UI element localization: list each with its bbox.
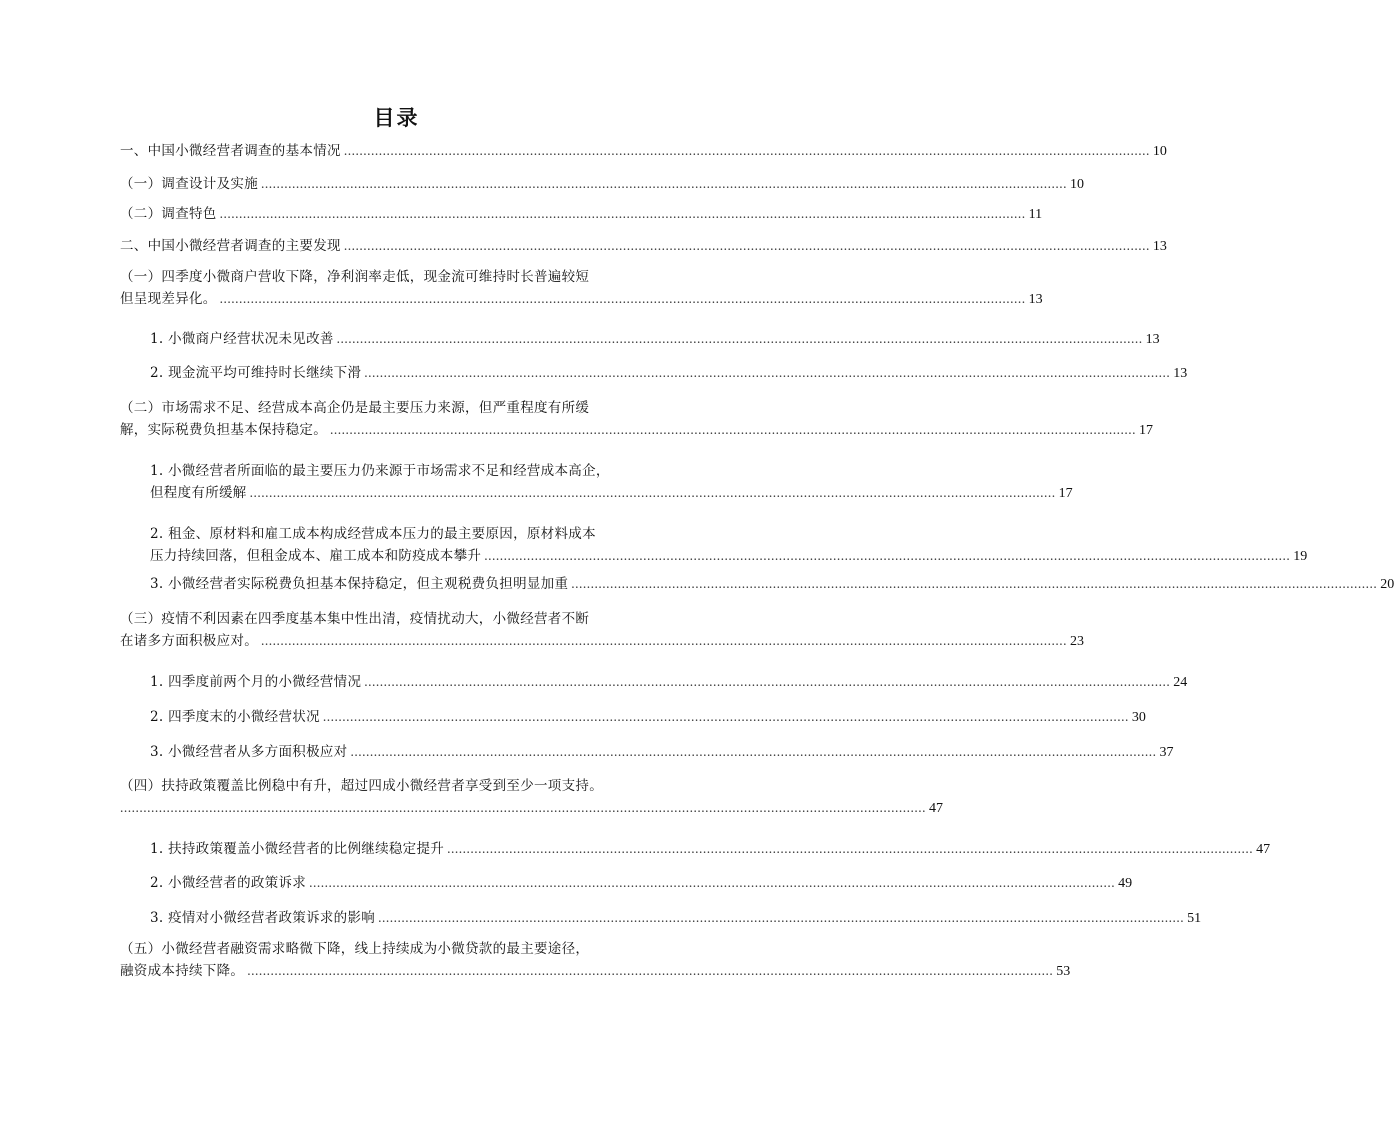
toc-entry-text: 压力持续回落，但租金成本、雇工成本和防疫成本攀升 bbox=[150, 548, 482, 564]
toc-entry-line bbox=[120, 609, 672, 630]
toc-subentry[interactable] bbox=[150, 328, 1160, 349]
dot-leader bbox=[350, 741, 1156, 762]
toc-entry-text: 3. 疫情对小微经营者政策诉求的影响 bbox=[150, 910, 376, 926]
toc-page-number: 11 bbox=[1028, 207, 1043, 222]
toc-entry-text: （二）调查特色 bbox=[120, 206, 217, 222]
dot-leader bbox=[344, 140, 1150, 161]
toc-entry-text: （三）疫情不利因素在四季度基本集中性出清，疫情扰动大，小微经营者不断 bbox=[120, 611, 590, 627]
toc-entry-line bbox=[150, 524, 672, 545]
toc-entry-text: 1. 小微经营者所面临的最主要压力仍来源于市场需求不足和经营成本高企， bbox=[150, 463, 610, 479]
dot-leader bbox=[323, 706, 1129, 727]
dot-leader bbox=[309, 872, 1115, 893]
toc-entry-line bbox=[150, 362, 1188, 383]
toc-subentry[interactable] bbox=[150, 741, 1174, 762]
toc-entry-text: 2. 四季度末的小微经营状况 bbox=[150, 709, 320, 725]
toc-entry-text: 1. 扶持政策覆盖小微经营者的比例继续稳定提升 bbox=[150, 841, 445, 857]
toc-page-number: 13 bbox=[1145, 332, 1160, 347]
toc-page-number: 24 bbox=[1173, 675, 1188, 690]
toc-subentry[interactable] bbox=[150, 872, 1133, 893]
toc-page-number: 10 bbox=[1070, 177, 1084, 192]
dot-leader bbox=[220, 288, 1026, 309]
toc-entry-text: 2. 租金、原材料和雇工成本构成经营成本压力的最主要原因，原材料成本 bbox=[150, 526, 596, 542]
toc-subentry[interactable] bbox=[150, 461, 1073, 503]
dot-leader bbox=[364, 671, 1170, 692]
dot-leader bbox=[330, 419, 1136, 440]
dot-leader bbox=[364, 362, 1170, 383]
toc-entry[interactable] bbox=[120, 939, 1071, 981]
dot-leader bbox=[250, 482, 1056, 503]
toc-entry-text: 但程度有所缓解 bbox=[150, 485, 247, 501]
toc-page-number: 13 bbox=[1028, 292, 1043, 307]
toc-entry[interactable] bbox=[120, 609, 1084, 651]
toc-entry-text: （一）调查设计及实施 bbox=[120, 176, 258, 192]
toc-subentry[interactable] bbox=[150, 671, 1188, 692]
toc-entry-line bbox=[120, 140, 1167, 161]
dot-leader bbox=[120, 797, 926, 818]
toc-entry-line bbox=[150, 872, 1133, 893]
toc-page-number: 47 bbox=[929, 801, 943, 816]
dot-leader bbox=[571, 573, 1377, 594]
toc-entry-text: 解，实际税费负担基本保持稳定。 bbox=[120, 422, 327, 438]
toc-page-number: 49 bbox=[1118, 876, 1133, 891]
toc-subentry[interactable] bbox=[150, 573, 1394, 594]
toc-page-number: 19 bbox=[1293, 549, 1308, 564]
toc-entry-line bbox=[120, 776, 672, 797]
toc-entry-text: （一）四季度小微商户营收下降，净利润率走低，现金流可维持时长普遍较短 bbox=[120, 269, 590, 285]
toc-entry-line bbox=[120, 288, 1043, 309]
toc-entry-text: （五）小微经营者融资需求略微下降，线上持续成为小微贷款的最主要途径， bbox=[120, 941, 590, 957]
toc-entry-line bbox=[120, 797, 943, 818]
toc-page-number: 30 bbox=[1131, 710, 1146, 725]
toc-entry-line bbox=[150, 328, 1160, 349]
toc-entry-line bbox=[120, 203, 1043, 224]
page-title: 目录 bbox=[373, 106, 420, 130]
dot-leader bbox=[261, 173, 1067, 194]
toc-entry-text: （二）市场需求不足、经营成本高企仍是最主要压力来源，但严重程度有所缓 bbox=[120, 400, 590, 416]
toc-entry[interactable] bbox=[120, 776, 943, 818]
toc-subentry[interactable] bbox=[150, 907, 1202, 928]
toc-entry[interactable] bbox=[120, 235, 1167, 256]
toc-entry-text: 3. 小微经营者从多方面积极应对 bbox=[150, 744, 348, 760]
toc-entry-line bbox=[120, 235, 1167, 256]
toc-entry-text: 但呈现差异化。 bbox=[120, 291, 217, 307]
toc-entry-line bbox=[150, 706, 1146, 727]
toc-page-number: 53 bbox=[1056, 964, 1071, 979]
toc-entry[interactable] bbox=[120, 173, 1084, 194]
toc-entry-line bbox=[150, 461, 672, 482]
toc-page-number: 51 bbox=[1187, 911, 1202, 926]
toc-entry-text: 1. 小微商户经营状况未见改善 bbox=[150, 331, 334, 347]
toc-page-number: 10 bbox=[1152, 144, 1167, 159]
toc-page-number: 17 bbox=[1139, 423, 1153, 438]
toc-entry-line bbox=[120, 939, 672, 960]
toc-page-number: 47 bbox=[1256, 842, 1271, 857]
toc-entry-line bbox=[150, 838, 1271, 859]
dot-leader bbox=[220, 203, 1026, 224]
toc-page-number: 23 bbox=[1070, 634, 1084, 649]
dot-leader bbox=[447, 838, 1253, 859]
dot-leader bbox=[261, 630, 1067, 651]
toc-subentry[interactable] bbox=[150, 706, 1146, 727]
dot-leader bbox=[337, 328, 1143, 349]
toc-subentry[interactable] bbox=[150, 838, 1271, 859]
toc-entry-line bbox=[120, 267, 672, 288]
toc-page-number: 37 bbox=[1159, 745, 1174, 760]
toc-entry-line bbox=[150, 671, 1188, 692]
toc-entry-line bbox=[120, 630, 1084, 651]
toc-entry-text: 3. 小微经营者实际税费负担基本保持稳定，但主观税费负担明显加重 bbox=[150, 576, 569, 592]
toc-entry-line bbox=[120, 960, 1071, 981]
toc-entry[interactable] bbox=[120, 267, 1043, 309]
toc-entry-line bbox=[150, 741, 1174, 762]
toc-entry-line bbox=[150, 907, 1202, 928]
toc-page-number: 13 bbox=[1173, 366, 1188, 381]
toc-entry-text: 一、中国小微经营者调查的基本情况 bbox=[120, 143, 341, 159]
toc-entry-text: （四）扶持政策覆盖比例稳中有升，超过四成小微经营者享受到至少一项支持。 bbox=[120, 778, 603, 794]
dot-leader bbox=[344, 235, 1150, 256]
toc-subentry[interactable] bbox=[150, 524, 1308, 566]
toc-entry-line bbox=[120, 419, 1153, 440]
toc-subentry[interactable] bbox=[150, 362, 1188, 383]
dot-leader bbox=[484, 545, 1290, 566]
toc-page-number: 13 bbox=[1152, 239, 1167, 254]
toc-entry-text: 融资成本持续下降。 bbox=[120, 963, 245, 979]
toc-entry[interactable] bbox=[120, 140, 1167, 161]
toc-entry-line bbox=[150, 573, 1394, 594]
dot-leader bbox=[378, 907, 1184, 928]
toc-entry-text: 1. 四季度前两个月的小微经营情况 bbox=[150, 674, 362, 690]
toc-entry[interactable] bbox=[120, 398, 1153, 440]
toc-entry-text: 2. 小微经营者的政策诉求 bbox=[150, 875, 307, 891]
toc-entry-line bbox=[150, 482, 1073, 503]
toc-entry-text: 在诸多方面积极应对。 bbox=[120, 633, 258, 649]
toc-page-number: 20 bbox=[1380, 577, 1394, 592]
toc-page-number: 17 bbox=[1058, 486, 1073, 501]
toc-entry-text: 2. 现金流平均可维持时长继续下滑 bbox=[150, 365, 362, 381]
toc-entry[interactable] bbox=[120, 203, 1043, 224]
dot-leader bbox=[247, 960, 1053, 981]
toc-entry-text: 二、中国小微经营者调查的主要发现 bbox=[120, 238, 341, 254]
toc-entry-line bbox=[150, 545, 1308, 566]
toc-entry-line bbox=[120, 173, 1084, 194]
toc-entry-line bbox=[120, 398, 672, 419]
